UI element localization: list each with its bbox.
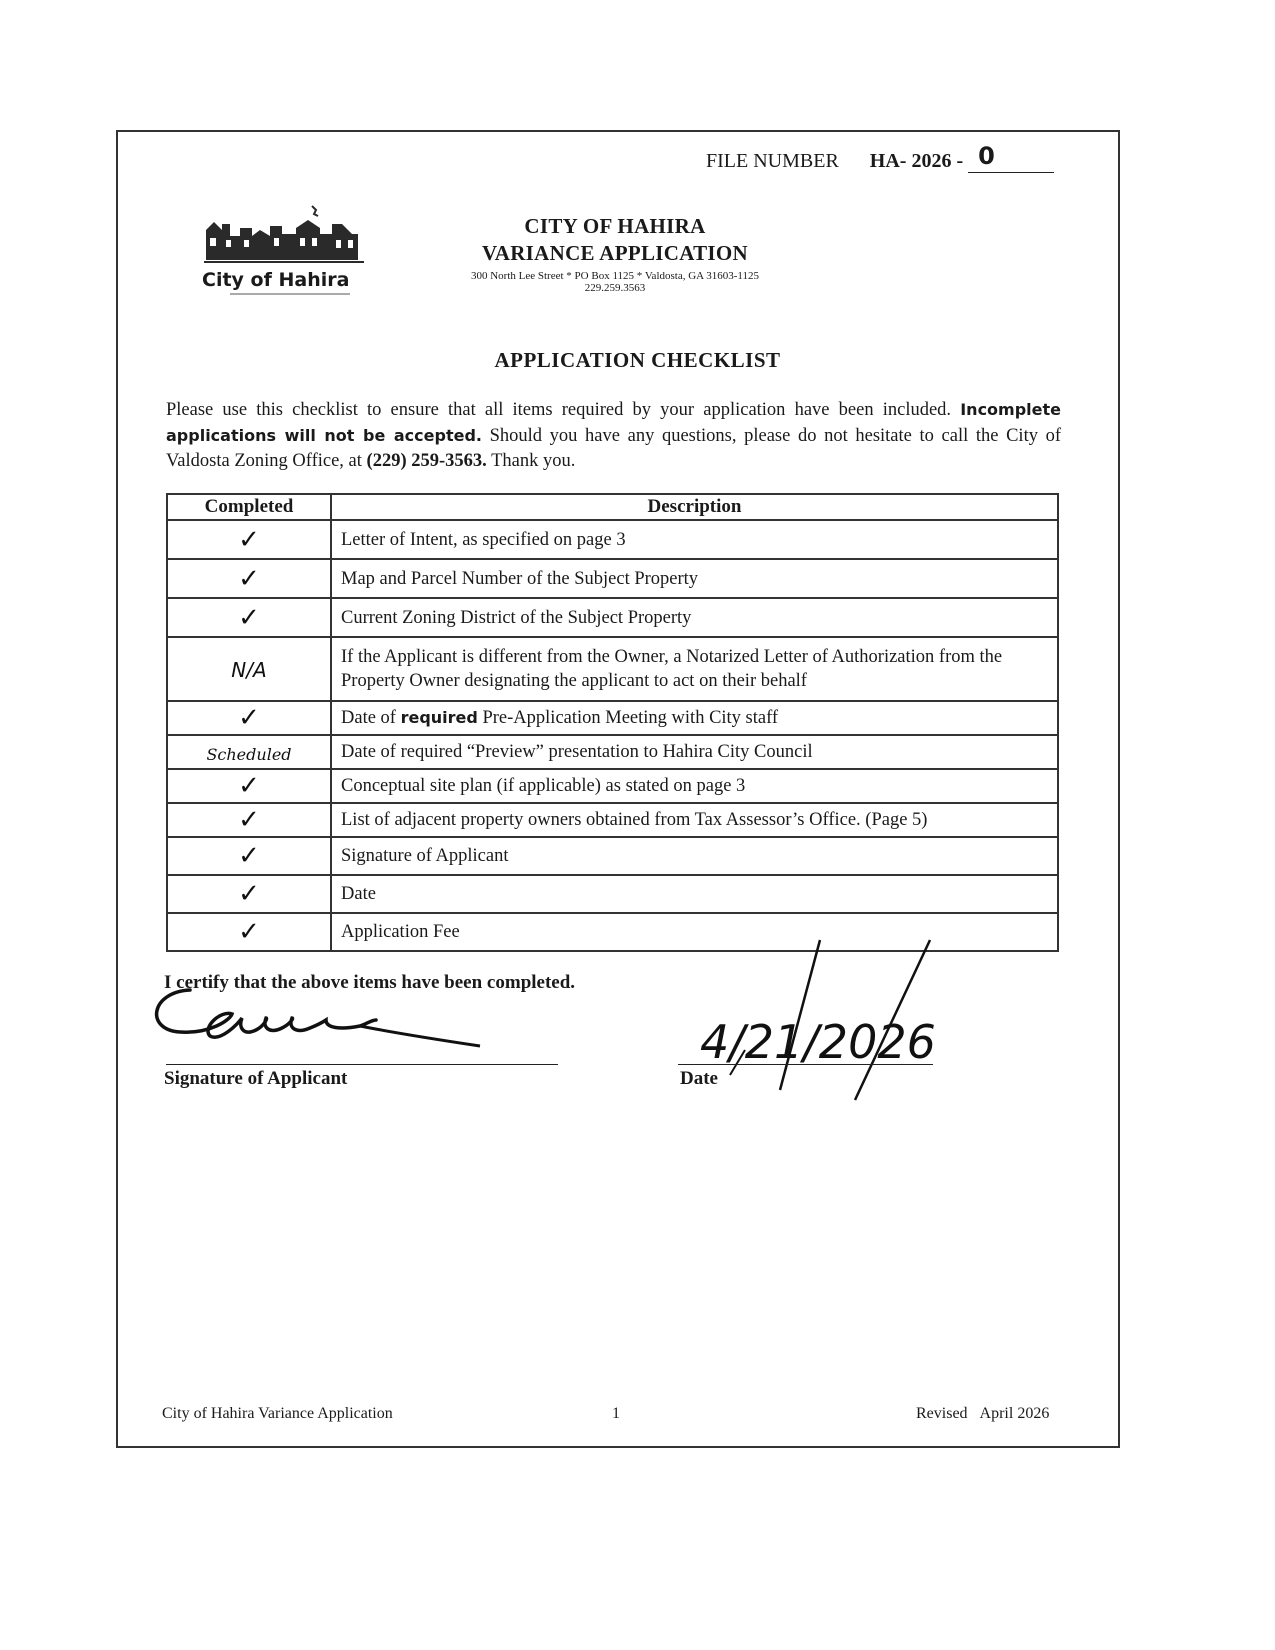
completed-mark: ✓	[167, 520, 331, 559]
city-logo	[200, 200, 368, 300]
file-number-handwritten: 0	[978, 142, 995, 170]
intro-text-1: Please use this checklist to ensure that all items required by your application have been included.	[166, 400, 961, 420]
completed-mark: ✓	[167, 769, 331, 803]
completed-mark: ✓	[167, 803, 331, 837]
scheduled-handwritten: Scheduled	[206, 745, 292, 764]
desc-required: required	[400, 708, 478, 727]
completed-mark: ✓	[167, 875, 331, 913]
table-row	[167, 598, 1058, 637]
date-label: Date	[680, 1068, 718, 1089]
footer-revised-label: Revised	[916, 1405, 968, 1422]
footer-title: City of Hahira Variance Application	[162, 1405, 393, 1422]
item-description: Conceptual site plan (if applicable) as stated on page 3	[331, 769, 1058, 803]
table-row	[167, 559, 1058, 598]
table-row	[167, 803, 1058, 837]
item-description: Date	[331, 875, 1058, 913]
intro-text-2: Should you have any questions, please do not hesitate to call the City of Valdosta Zoning Office, at	[166, 426, 1061, 471]
file-number-label: FILE NUMBER	[706, 150, 839, 172]
certification-statement: I certify that the above items have been completed.	[164, 972, 576, 993]
footer-revised	[916, 1405, 1049, 1423]
table-row	[167, 637, 1058, 701]
completed-mark: ✓	[167, 837, 331, 875]
table-row	[167, 735, 1058, 769]
file-number-field	[968, 142, 1054, 173]
col-completed-header: Completed	[167, 494, 331, 520]
table-row	[167, 520, 1058, 559]
logo-text: City of Hahira	[202, 269, 350, 291]
item-description: Application Fee	[331, 913, 1058, 951]
intro-phone: (229) 259-3563.	[366, 451, 487, 471]
header-phone: 229.259.3563	[584, 282, 646, 294]
desc-post: Pre-Application Meeting with City staff	[477, 708, 779, 728]
signature-label: Signature of Applicant	[164, 1068, 348, 1089]
date-line	[678, 1064, 933, 1065]
header-address: 300 North Lee Street * PO Box 1125 * Valdosta, GA 31603-1125	[470, 270, 759, 282]
completed-mark	[167, 637, 331, 701]
na-handwritten: N/A	[231, 658, 267, 682]
intro-text-3: Thank you.	[486, 451, 576, 471]
item-description: Letter of Intent, as specified on page 3	[331, 520, 1058, 559]
table-row	[167, 837, 1058, 875]
item-description: List of adjacent property owners obtained from Tax Assessor’s Office. (Page 5)	[331, 803, 1058, 837]
completed-mark	[167, 735, 331, 769]
header-title-1: CITY OF HAHIRA	[524, 214, 706, 238]
item-description: Map and Parcel Number of the Subject Property	[331, 559, 1058, 598]
footer-revised-date: April 2026	[979, 1405, 1050, 1422]
completed-mark: ✓	[167, 913, 331, 951]
item-description: Current Zoning District of the Subject Property	[331, 598, 1058, 637]
item-description	[331, 701, 1058, 735]
signature-line	[166, 1064, 558, 1065]
item-description: Signature of Applicant	[331, 837, 1058, 875]
item-description: If the Applicant is different from the Owner, a Notarized Letter of Authorization from the Property Owner designating the applicant to act on their behalf	[331, 637, 1058, 701]
completed-mark: ✓	[167, 701, 331, 735]
checklist-title: APPLICATION CHECKLIST	[494, 348, 781, 372]
item-description: Date of required “Preview” presentation to Hahira City Council	[331, 735, 1058, 769]
footer-page-number: 1	[612, 1405, 620, 1422]
desc-pre: Date of	[341, 708, 401, 728]
applicant-signature	[150, 970, 490, 1070]
document-header	[420, 214, 810, 294]
table-row	[167, 701, 1058, 735]
checklist-intro	[166, 397, 1061, 474]
completed-mark: ✓	[167, 598, 331, 637]
col-description-header: Description	[331, 494, 1058, 520]
completed-mark: ✓	[167, 559, 331, 598]
date-handwritten-text: 4/21/2026	[700, 1015, 936, 1069]
file-number-prefix: HA- 2026 -	[869, 150, 964, 172]
checklist-table	[166, 493, 1059, 952]
table-row	[167, 875, 1058, 913]
file-number	[706, 142, 1054, 173]
table-row	[167, 769, 1058, 803]
header-title-2: VARIANCE APPLICATION	[481, 241, 748, 265]
intro-warning: Incomplete applications will not be accepted.	[166, 400, 1061, 445]
handwritten-date	[690, 930, 1020, 1105]
table-header-row	[167, 494, 1058, 520]
